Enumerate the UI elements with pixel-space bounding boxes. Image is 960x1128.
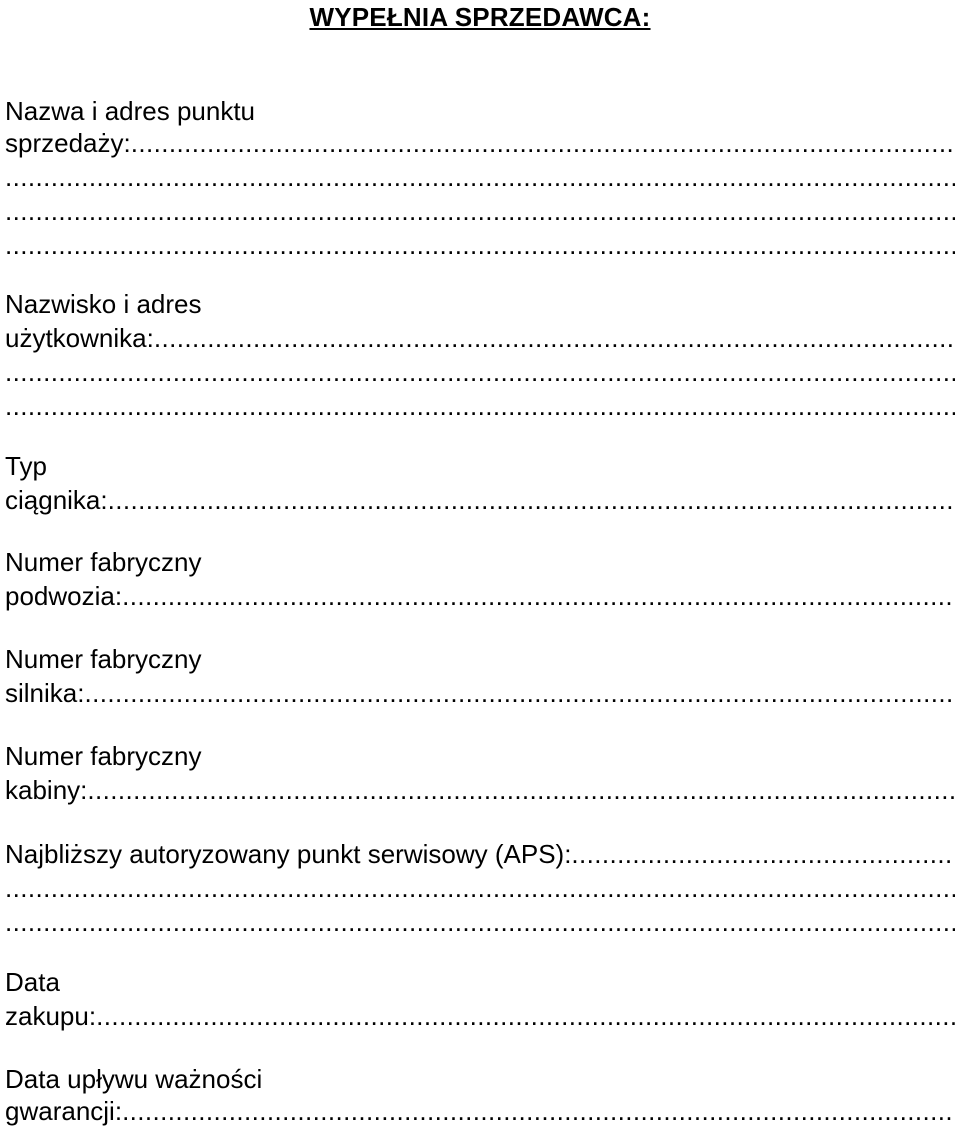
warranty-expiry-label-2: gwarancji: bbox=[5, 1096, 123, 1126]
point-of-sale-field-line-3[interactable] bbox=[5, 195, 955, 227]
purchase-date-label-2: zakupu: bbox=[5, 1001, 97, 1031]
user-label-2: użytkownika: bbox=[5, 323, 154, 353]
dotted-fill bbox=[108, 484, 955, 516]
point-of-sale-field[interactable] bbox=[5, 127, 955, 159]
user-label: Nazwisko i adres bbox=[5, 289, 202, 319]
dotted-fill bbox=[131, 127, 955, 159]
dotted-fill bbox=[96, 1000, 955, 1032]
chassis-number-label-2: podwozia: bbox=[5, 581, 123, 611]
dotted-fill bbox=[5, 356, 955, 388]
purchase-date-label: Data bbox=[5, 967, 60, 997]
dotted-fill bbox=[5, 906, 955, 938]
cabin-number-label-2: kabiny: bbox=[5, 775, 88, 805]
tractor-type-label-2: ciągnika: bbox=[5, 485, 108, 515]
engine-number-label: Numer fabryczny bbox=[5, 644, 202, 674]
dotted-fill bbox=[154, 322, 955, 354]
tractor-type-field[interactable] bbox=[5, 484, 955, 516]
chassis-number-label: Numer fabryczny bbox=[5, 547, 202, 577]
service-point-field-line-2[interactable] bbox=[5, 872, 955, 904]
service-point-field[interactable] bbox=[5, 838, 955, 870]
chassis-number-field[interactable] bbox=[5, 580, 955, 612]
point-of-sale-label-2: sprzedaży: bbox=[5, 128, 131, 158]
engine-number-label-2: silnika: bbox=[5, 678, 85, 708]
user-field-line-2[interactable] bbox=[5, 356, 955, 388]
service-point-label: Najbliższy autoryzowany punkt serwisowy (APS): bbox=[5, 839, 572, 869]
dotted-fill bbox=[87, 774, 955, 806]
dotted-fill bbox=[571, 838, 955, 870]
warranty-expiry-label: Data upływu ważności bbox=[5, 1064, 263, 1094]
cabin-number-field[interactable] bbox=[5, 774, 955, 806]
dotted-fill bbox=[84, 677, 955, 709]
point-of-sale-label: Nazwa i adres punktu bbox=[5, 96, 256, 126]
dotted-fill bbox=[5, 161, 955, 193]
dotted-fill bbox=[5, 390, 955, 422]
dotted-fill bbox=[122, 1095, 955, 1127]
warranty-expiry-field[interactable] bbox=[5, 1095, 955, 1127]
page-title: WYPEŁNIA SPRZEDAWCA: bbox=[309, 2, 651, 32]
dotted-fill bbox=[5, 195, 955, 227]
service-point-field-line-3[interactable] bbox=[5, 906, 955, 938]
purchase-date-field[interactable] bbox=[5, 1000, 955, 1032]
point-of-sale-field-line-4[interactable] bbox=[5, 229, 955, 261]
dotted-fill bbox=[122, 580, 955, 612]
engine-number-field[interactable] bbox=[5, 677, 955, 709]
user-field[interactable] bbox=[5, 322, 955, 354]
tractor-type-label: Typ bbox=[5, 451, 47, 481]
dotted-fill bbox=[5, 872, 955, 904]
point-of-sale-field-line-2[interactable] bbox=[5, 161, 955, 193]
user-field-line-3[interactable] bbox=[5, 390, 955, 422]
cabin-number-label: Numer fabryczny bbox=[5, 741, 202, 771]
dotted-fill bbox=[5, 229, 955, 261]
